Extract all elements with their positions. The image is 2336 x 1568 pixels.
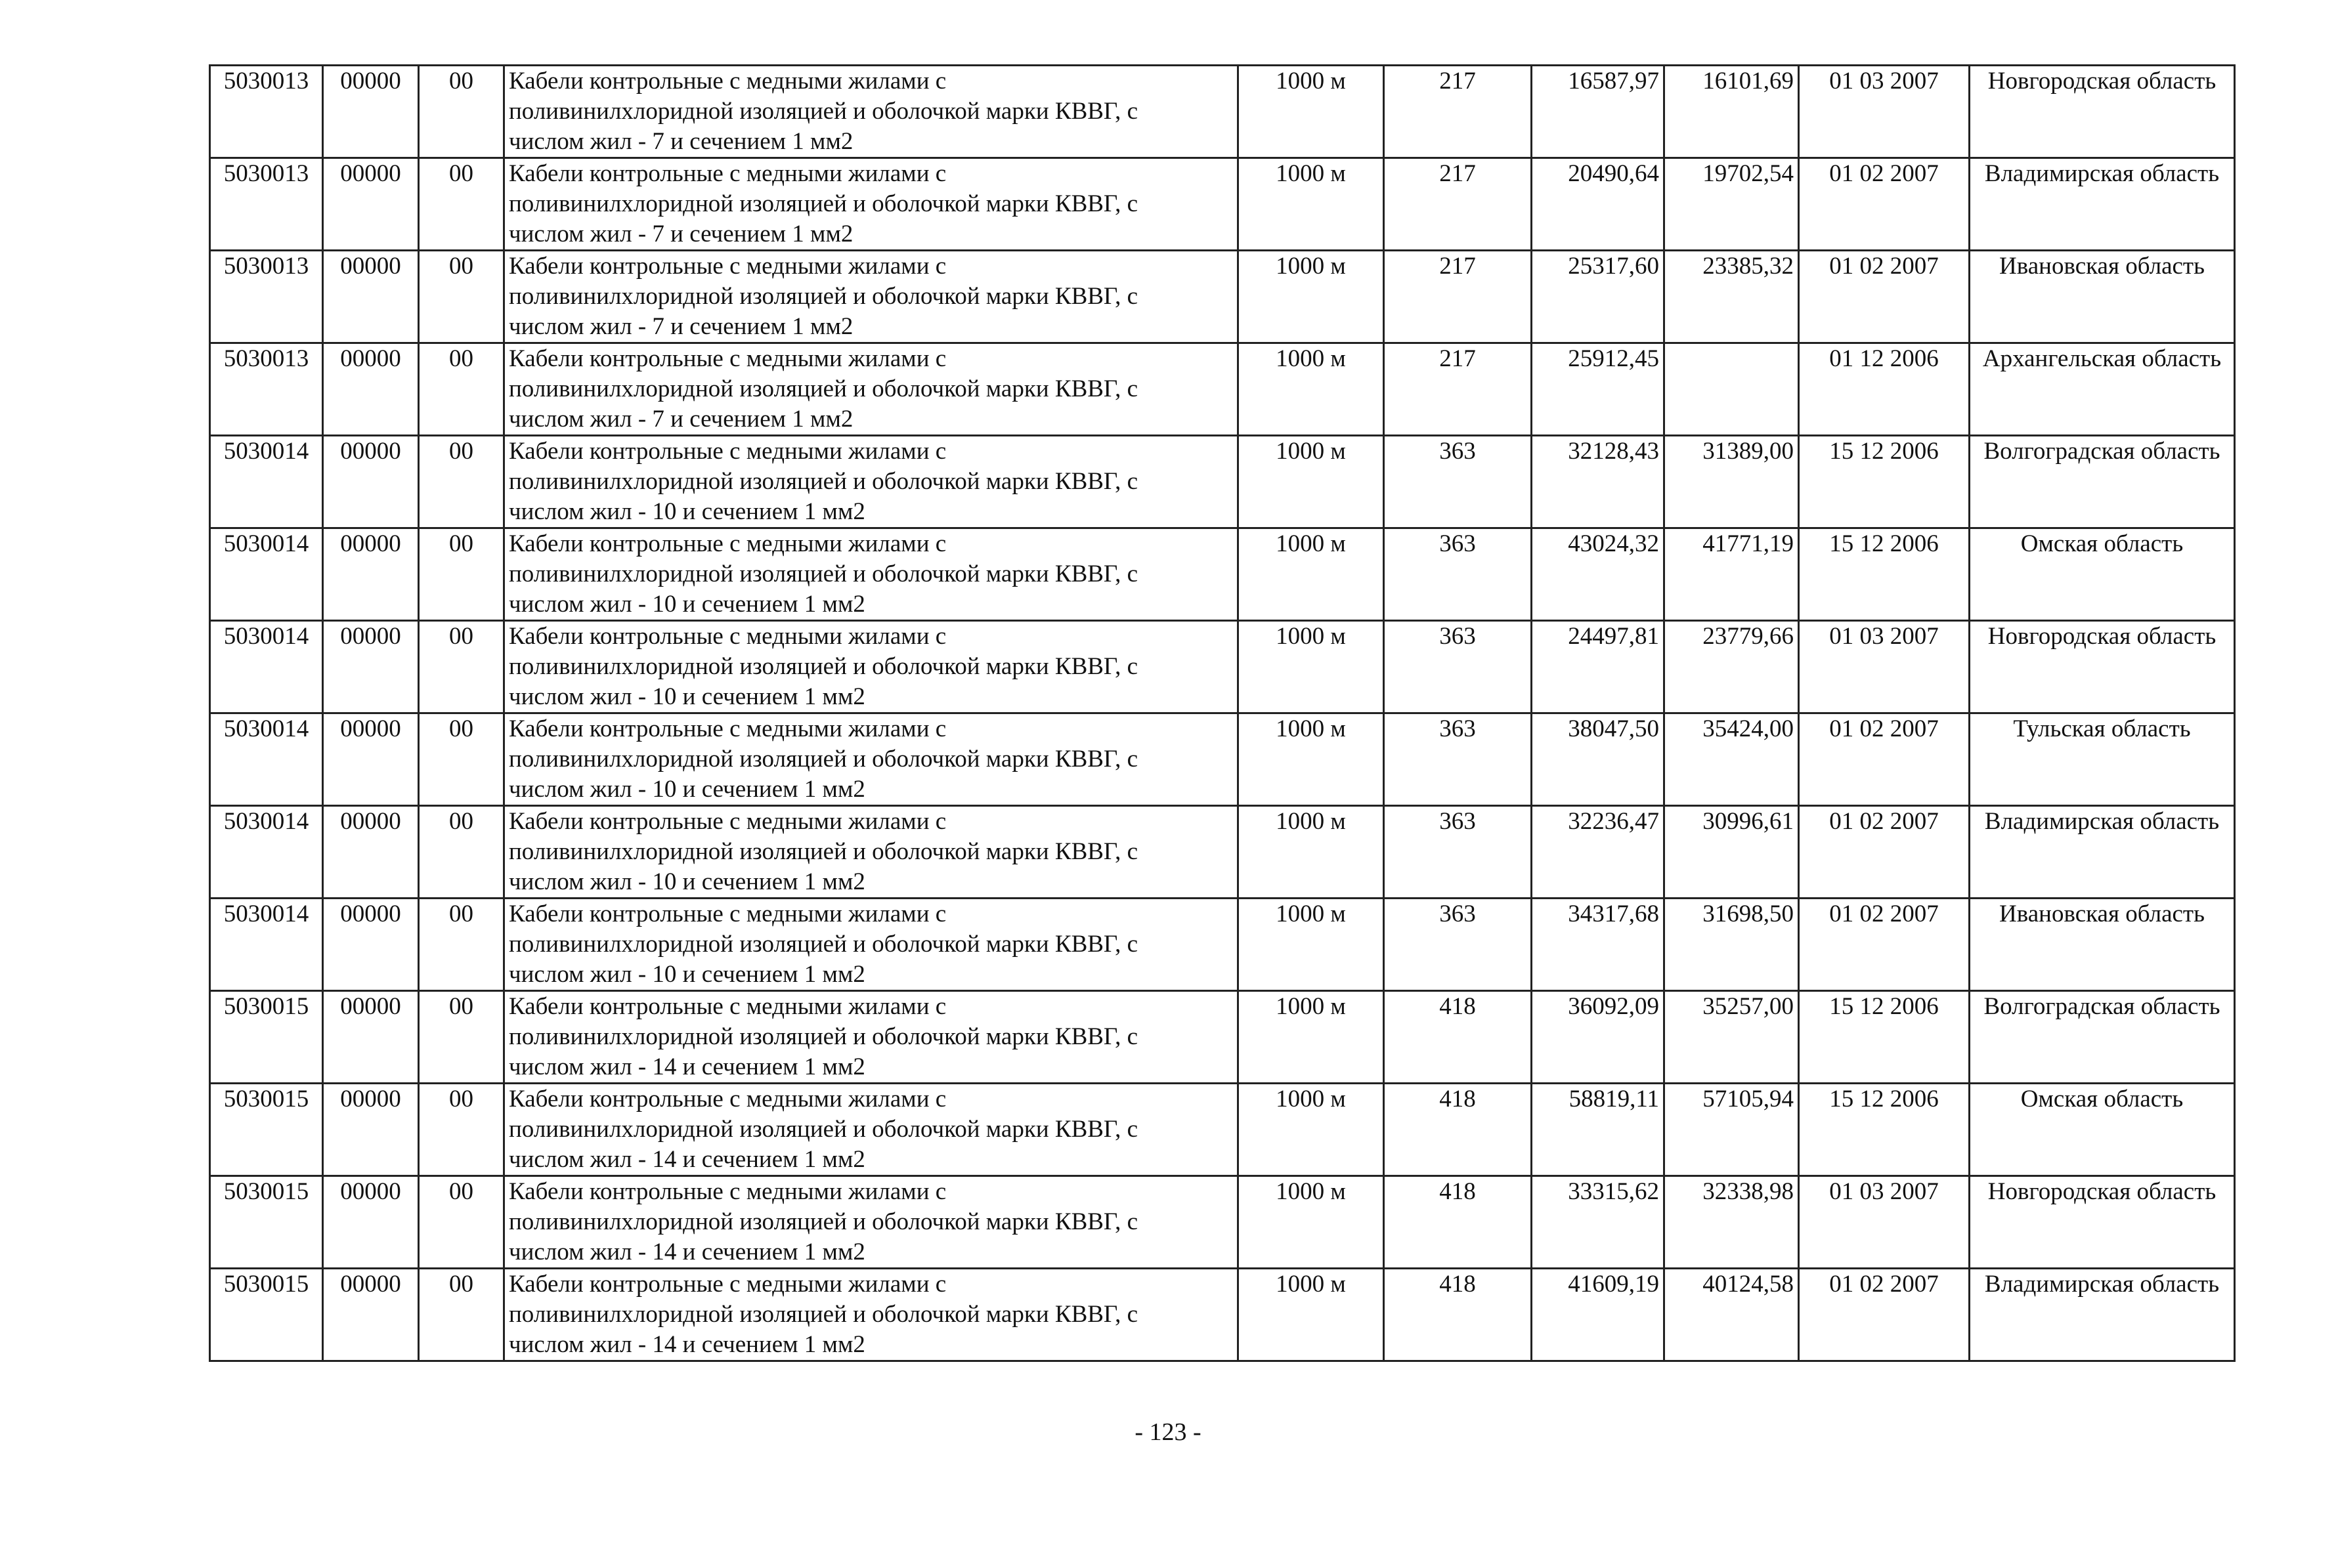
description-line: поливинилхлоридной изоляцией и оболочкой марки КВВГ, с xyxy=(509,468,1138,495)
cell-date: 01 02 2007 xyxy=(1799,158,1970,251)
cell-subcode-2: 00 xyxy=(419,899,504,991)
table-row xyxy=(210,713,2235,806)
description-line: Кабели контрольные с медными жилами с xyxy=(509,345,947,372)
cell-unit: 1000 м xyxy=(1238,251,1384,343)
cell-price-1: 32128,43 xyxy=(1532,436,1664,528)
cell-price-2: 32338,98 xyxy=(1664,1176,1799,1269)
cell-quantity: 217 xyxy=(1384,343,1532,436)
description-line: числом жил - 10 и сечением 1 мм2 xyxy=(509,961,865,988)
cell-date: 01 12 2006 xyxy=(1799,343,1970,436)
cell-quantity: 363 xyxy=(1384,899,1532,991)
cell-description xyxy=(504,528,1238,621)
description-line: поливинилхлоридной изоляцией и оболочкой марки КВВГ, с xyxy=(509,1301,1138,1328)
description-line: числом жил - 10 и сечением 1 мм2 xyxy=(509,591,865,618)
cell-price-2: 35424,00 xyxy=(1664,713,1799,806)
cell-quantity: 363 xyxy=(1384,713,1532,806)
cell-code: 5030014 xyxy=(210,436,323,528)
cell-unit: 1000 м xyxy=(1238,343,1384,436)
cell-unit: 1000 м xyxy=(1238,899,1384,991)
description-line: Кабели контрольные с медными жилами с xyxy=(509,715,947,742)
cell-region: Тульская область xyxy=(1970,713,2235,806)
table-body xyxy=(210,66,2235,1361)
description-line: Кабели контрольные с медными жилами с xyxy=(509,438,947,465)
cell-description xyxy=(504,251,1238,343)
cell-date: 15 12 2006 xyxy=(1799,528,1970,621)
description-line: Кабели контрольные с медными жилами с xyxy=(509,808,947,835)
cell-date: 01 02 2007 xyxy=(1799,1269,1970,1361)
cell-region: Ивановская область xyxy=(1970,251,2235,343)
cell-unit: 1000 м xyxy=(1238,806,1384,899)
cell-subcode-2: 00 xyxy=(419,1084,504,1176)
cell-quantity: 363 xyxy=(1384,806,1532,899)
cell-price-2: 41771,19 xyxy=(1664,528,1799,621)
description-line: поливинилхлоридной изоляцией и оболочкой марки КВВГ, с xyxy=(509,931,1138,958)
cell-price-1: 32236,47 xyxy=(1532,806,1664,899)
description-line: поливинилхлоридной изоляцией и оболочкой марки КВВГ, с xyxy=(509,375,1138,402)
cell-subcode-2: 00 xyxy=(419,158,504,251)
table-row xyxy=(210,436,2235,528)
cell-subcode: 00000 xyxy=(323,806,419,899)
cell-unit: 1000 м xyxy=(1238,528,1384,621)
cell-description xyxy=(504,158,1238,251)
table-row xyxy=(210,621,2235,713)
cell-code: 5030013 xyxy=(210,343,323,436)
cell-price-2: 31698,50 xyxy=(1664,899,1799,991)
cell-date: 01 02 2007 xyxy=(1799,806,1970,899)
cell-subcode: 00000 xyxy=(323,1084,419,1176)
description-line: числом жил - 10 и сечением 1 мм2 xyxy=(509,776,865,803)
cell-subcode-2: 00 xyxy=(419,621,504,713)
description-line: числом жил - 14 и сечением 1 мм2 xyxy=(509,1239,865,1265)
cell-unit: 1000 м xyxy=(1238,991,1384,1084)
cell-region: Владимирская область xyxy=(1970,1269,2235,1361)
table-row xyxy=(210,1084,2235,1176)
cell-region: Новгородская область xyxy=(1970,66,2235,158)
cell-price-2: 23779,66 xyxy=(1664,621,1799,713)
description-line: числом жил - 10 и сечением 1 мм2 xyxy=(509,683,865,710)
cell-date: 01 03 2007 xyxy=(1799,621,1970,713)
description-line: Кабели контрольные с медными жилами с xyxy=(509,1086,947,1112)
cell-code: 5030013 xyxy=(210,66,323,158)
description-line: поливинилхлоридной изоляцией и оболочкой марки КВВГ, с xyxy=(509,838,1138,865)
cell-region: Владимирская область xyxy=(1970,158,2235,251)
cell-subcode-2: 00 xyxy=(419,528,504,621)
cell-subcode: 00000 xyxy=(323,899,419,991)
cell-subcode: 00000 xyxy=(323,436,419,528)
page-number: - 123 - xyxy=(1135,1418,1201,1446)
cell-region: Ивановская область xyxy=(1970,899,2235,991)
cell-code: 5030014 xyxy=(210,528,323,621)
description-line: поливинилхлоридной изоляцией и оболочкой марки КВВГ, с xyxy=(509,653,1138,680)
cell-price-2: 57105,94 xyxy=(1664,1084,1799,1176)
cell-description xyxy=(504,991,1238,1084)
description-line: поливинилхлоридной изоляцией и оболочкой марки КВВГ, с xyxy=(509,190,1138,217)
cell-date: 15 12 2006 xyxy=(1799,1084,1970,1176)
cell-price-1: 25912,45 xyxy=(1532,343,1664,436)
price-table xyxy=(209,64,2236,1362)
cell-price-2: 31389,00 xyxy=(1664,436,1799,528)
description-line: числом жил - 7 и сечением 1 мм2 xyxy=(509,128,854,155)
description-line: поливинилхлоридной изоляцией и оболочкой марки КВВГ, с xyxy=(509,746,1138,773)
cell-date: 01 02 2007 xyxy=(1799,899,1970,991)
description-line: Кабели контрольные с медными жилами с xyxy=(509,993,947,1020)
cell-subcode-2: 00 xyxy=(419,436,504,528)
cell-subcode-2: 00 xyxy=(419,1269,504,1361)
cell-quantity: 418 xyxy=(1384,1269,1532,1361)
cell-unit: 1000 м xyxy=(1238,1269,1384,1361)
cell-price-2: 35257,00 xyxy=(1664,991,1799,1084)
cell-subcode-2: 00 xyxy=(419,66,504,158)
description-line: Кабели контрольные с медными жилами с xyxy=(509,160,947,187)
cell-subcode: 00000 xyxy=(323,1176,419,1269)
table-row xyxy=(210,343,2235,436)
cell-quantity: 363 xyxy=(1384,621,1532,713)
table-row xyxy=(210,1176,2235,1269)
cell-subcode: 00000 xyxy=(323,1269,419,1361)
cell-subcode-2: 00 xyxy=(419,713,504,806)
cell-subcode-2: 00 xyxy=(419,991,504,1084)
cell-region: Омская область xyxy=(1970,1084,2235,1176)
cell-price-2: 19702,54 xyxy=(1664,158,1799,251)
description-line: поливинилхлоридной изоляцией и оболочкой марки КВВГ, с xyxy=(509,1116,1138,1143)
cell-region: Архангельская область xyxy=(1970,343,2235,436)
cell-unit: 1000 м xyxy=(1238,713,1384,806)
cell-region: Волгоградская область xyxy=(1970,436,2235,528)
cell-date: 15 12 2006 xyxy=(1799,436,1970,528)
cell-price-2 xyxy=(1664,343,1799,436)
cell-date: 01 03 2007 xyxy=(1799,66,1970,158)
table-row xyxy=(210,1269,2235,1361)
cell-code: 5030014 xyxy=(210,899,323,991)
cell-code: 5030015 xyxy=(210,991,323,1084)
cell-description xyxy=(504,343,1238,436)
description-line: поливинилхлоридной изоляцией и оболочкой марки КВВГ, с xyxy=(509,561,1138,587)
table-row xyxy=(210,806,2235,899)
cell-quantity: 217 xyxy=(1384,66,1532,158)
cell-code: 5030015 xyxy=(210,1084,323,1176)
description-line: Кабели контрольные с медными жилами с xyxy=(509,901,947,927)
cell-unit: 1000 м xyxy=(1238,66,1384,158)
cell-quantity: 363 xyxy=(1384,528,1532,621)
description-line: числом жил - 14 и сечением 1 мм2 xyxy=(509,1331,865,1358)
cell-unit: 1000 м xyxy=(1238,158,1384,251)
cell-region: Новгородская область xyxy=(1970,1176,2235,1269)
cell-subcode: 00000 xyxy=(323,343,419,436)
cell-subcode: 00000 xyxy=(323,621,419,713)
cell-quantity: 217 xyxy=(1384,251,1532,343)
cell-subcode-2: 00 xyxy=(419,806,504,899)
description-line: числом жил - 7 и сечением 1 мм2 xyxy=(509,406,854,433)
cell-date: 01 02 2007 xyxy=(1799,251,1970,343)
cell-description xyxy=(504,1176,1238,1269)
cell-price-2: 16101,69 xyxy=(1664,66,1799,158)
description-line: числом жил - 14 и сечением 1 мм2 xyxy=(509,1146,865,1173)
table-row xyxy=(210,158,2235,251)
cell-price-1: 34317,68 xyxy=(1532,899,1664,991)
cell-price-1: 20490,64 xyxy=(1532,158,1664,251)
cell-code: 5030014 xyxy=(210,806,323,899)
description-line: числом жил - 7 и сечением 1 мм2 xyxy=(509,221,854,247)
cell-price-1: 24497,81 xyxy=(1532,621,1664,713)
cell-subcode: 00000 xyxy=(323,66,419,158)
cell-quantity: 418 xyxy=(1384,991,1532,1084)
cell-description xyxy=(504,436,1238,528)
cell-unit: 1000 м xyxy=(1238,1084,1384,1176)
cell-region: Новгородская область xyxy=(1970,621,2235,713)
description-line: Кабели контрольные с медными жилами с xyxy=(509,253,947,280)
cell-price-1: 16587,97 xyxy=(1532,66,1664,158)
cell-code: 5030013 xyxy=(210,158,323,251)
table-row xyxy=(210,528,2235,621)
description-line: числом жил - 7 и сечением 1 мм2 xyxy=(509,313,854,340)
cell-unit: 1000 м xyxy=(1238,1176,1384,1269)
cell-description xyxy=(504,1084,1238,1176)
cell-subcode: 00000 xyxy=(323,713,419,806)
table-row xyxy=(210,991,2235,1084)
cell-unit: 1000 м xyxy=(1238,436,1384,528)
cell-unit: 1000 м xyxy=(1238,621,1384,713)
cell-price-1: 38047,50 xyxy=(1532,713,1664,806)
table-row xyxy=(210,66,2235,158)
cell-subcode: 00000 xyxy=(323,251,419,343)
cell-description xyxy=(504,1269,1238,1361)
cell-price-1: 41609,19 xyxy=(1532,1269,1664,1361)
description-line: Кабели контрольные с медными жилами с xyxy=(509,1271,947,1298)
cell-price-2: 23385,32 xyxy=(1664,251,1799,343)
cell-code: 5030015 xyxy=(210,1269,323,1361)
cell-price-1: 43024,32 xyxy=(1532,528,1664,621)
description-line: поливинилхлоридной изоляцией и оболочкой марки КВВГ, с xyxy=(509,1023,1138,1050)
cell-code: 5030015 xyxy=(210,1176,323,1269)
cell-quantity: 418 xyxy=(1384,1176,1532,1269)
cell-subcode-2: 00 xyxy=(419,343,504,436)
cell-subcode: 00000 xyxy=(323,991,419,1084)
description-line: Кабели контрольные с медными жилами с xyxy=(509,530,947,557)
cell-subcode: 00000 xyxy=(323,158,419,251)
cell-subcode: 00000 xyxy=(323,528,419,621)
description-line: Кабели контрольные с медными жилами с xyxy=(509,1178,947,1205)
table-row xyxy=(210,251,2235,343)
cell-price-1: 36092,09 xyxy=(1532,991,1664,1084)
cell-description xyxy=(504,621,1238,713)
cell-price-1: 58819,11 xyxy=(1532,1084,1664,1176)
cell-price-1: 25317,60 xyxy=(1532,251,1664,343)
description-line: числом жил - 10 и сечением 1 мм2 xyxy=(509,868,865,895)
cell-date: 01 02 2007 xyxy=(1799,713,1970,806)
cell-date: 15 12 2006 xyxy=(1799,991,1970,1084)
cell-description xyxy=(504,899,1238,991)
description-line: поливинилхлоридной изоляцией и оболочкой марки КВВГ, с xyxy=(509,98,1138,125)
description-line: числом жил - 10 и сечением 1 мм2 xyxy=(509,498,865,525)
cell-description xyxy=(504,806,1238,899)
cell-code: 5030014 xyxy=(210,621,323,713)
description-line: Кабели контрольные с медными жилами с xyxy=(509,623,947,650)
cell-subcode-2: 00 xyxy=(419,1176,504,1269)
cell-date: 01 03 2007 xyxy=(1799,1176,1970,1269)
cell-code: 5030013 xyxy=(210,251,323,343)
description-line: Кабели контрольные с медными жилами с xyxy=(509,68,947,95)
description-line: числом жил - 14 и сечением 1 мм2 xyxy=(509,1053,865,1080)
cell-price-2: 30996,61 xyxy=(1664,806,1799,899)
cell-quantity: 418 xyxy=(1384,1084,1532,1176)
cell-subcode-2: 00 xyxy=(419,251,504,343)
description-line: поливинилхлоридной изоляцией и оболочкой марки КВВГ, с xyxy=(509,1208,1138,1235)
cell-region: Владимирская область xyxy=(1970,806,2235,899)
cell-region: Волгоградская область xyxy=(1970,991,2235,1084)
cell-price-1: 33315,62 xyxy=(1532,1176,1664,1269)
cell-quantity: 363 xyxy=(1384,436,1532,528)
cell-price-2: 40124,58 xyxy=(1664,1269,1799,1361)
cell-description xyxy=(504,66,1238,158)
cell-description xyxy=(504,713,1238,806)
cell-code: 5030014 xyxy=(210,713,323,806)
description-line: поливинилхлоридной изоляцией и оболочкой марки КВВГ, с xyxy=(509,283,1138,310)
cell-region: Омская область xyxy=(1970,528,2235,621)
cell-quantity: 217 xyxy=(1384,158,1532,251)
table-row xyxy=(210,899,2235,991)
